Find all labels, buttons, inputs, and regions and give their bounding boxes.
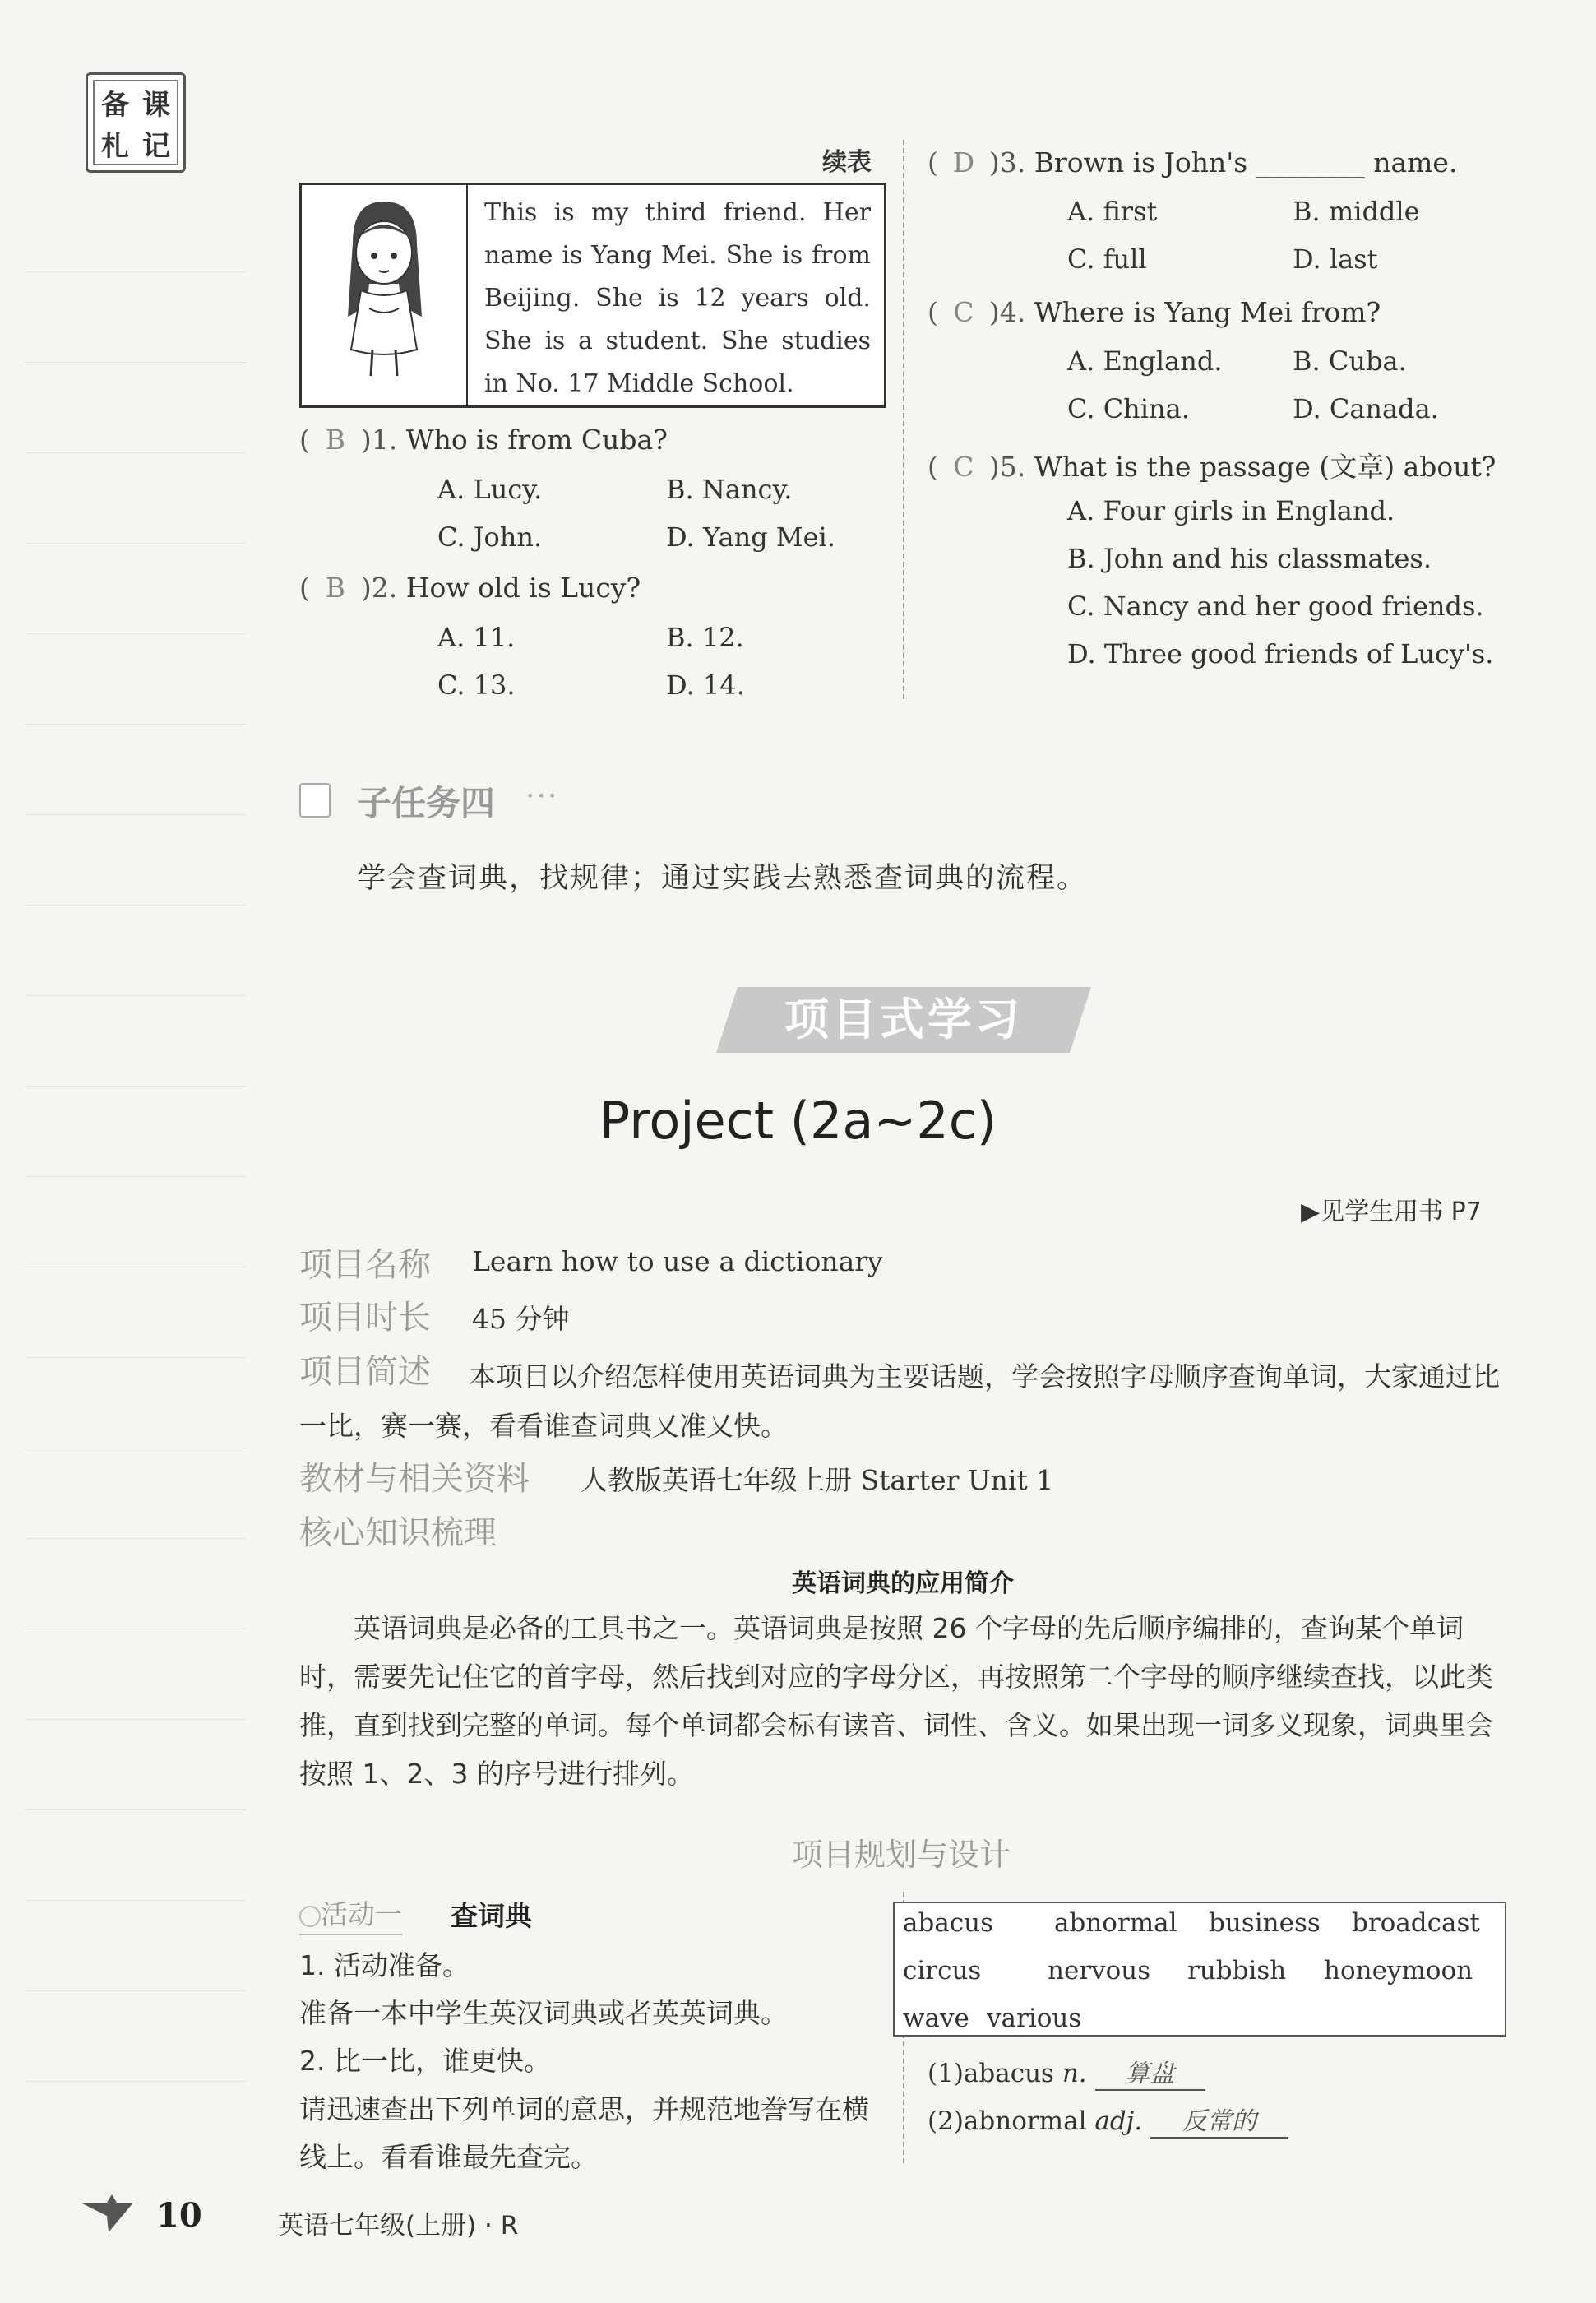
option: D. Yang Mei. (666, 521, 835, 553)
activity-label (299, 1893, 402, 1935)
subtask-text: 学会查词典，找规律；通过实践去熟悉查词典的流程。 (357, 862, 1088, 895)
answer-line-2 (928, 2101, 1288, 2138)
handwritten-answer: 反常的 (1150, 2101, 1288, 2138)
option: B. Cuba. (1293, 345, 1407, 377)
question-2: ( B )2. How old is Lucy? (299, 572, 641, 604)
info-value-duration: 45 分钟 (472, 1303, 570, 1335)
answer-mark: C (953, 296, 974, 328)
word: honeymoon (1324, 1956, 1473, 1986)
info-value-summary: 本项目以介绍怎样使用英语词典为主要话题，学会按照字母顺序查询单词，大家通过比一比，赛一赛，看看谁查词典又准又快。 (299, 1360, 1500, 1442)
knowledge-title: 英语词典的应用简介 (792, 1569, 1014, 1598)
badge-char: 备 (101, 88, 129, 122)
answer-pos: n. (1062, 2059, 1087, 2088)
info-label-knowledge: 核心知识梳理 (299, 1514, 497, 1552)
see-book-ref (1301, 1191, 1482, 1227)
question-stem: Brown is John's ________ name. (1034, 146, 1458, 178)
handwritten-answer: 算盘 (1095, 2053, 1205, 2091)
activity-label-text: 活动一 (321, 1898, 402, 1930)
triangle-icon: ▶ (1301, 1198, 1321, 1226)
see-book-text: 见学生用书 P7 (1320, 1198, 1482, 1226)
option: B. middle (1293, 196, 1420, 227)
subtask-icon (299, 783, 331, 818)
info-value-materials: 人教版英语七年级上册 Starter Unit 1 (581, 1464, 1054, 1496)
option: D. Three good friends of Lucy's. (1067, 638, 1494, 670)
answer-mark: D (952, 146, 975, 178)
activity-icon (299, 1906, 321, 1927)
answer-line-1 (928, 2053, 1205, 2091)
answer-prefix: (1)abacus (928, 2059, 1054, 2088)
option: C. John. (437, 521, 543, 553)
activity-line: 2. 比一比，谁更快。 (299, 2045, 551, 2077)
question-stem: How old is Lucy? (405, 572, 641, 604)
option: D. last (1293, 243, 1378, 275)
design-title: 项目规划与设计 (791, 1837, 1011, 1873)
answer-mark: C (953, 451, 974, 483)
word: business (1209, 1908, 1321, 1938)
question-number: 1. (371, 424, 398, 456)
option: C. full (1067, 243, 1147, 275)
footer-ornament-icon (76, 2191, 136, 2234)
book-title: 英语七年级(上册) · R (278, 2211, 519, 2240)
question-stem: Where is Yang Mei from? (1034, 296, 1381, 328)
question-stem: What is the passage (文章) about? (1034, 451, 1497, 483)
word-list-box (893, 1902, 1506, 2037)
question-5: ( C )5. What is the passage (文章) about? (928, 451, 1497, 483)
option: A. Lucy. (437, 474, 543, 505)
question-4: ( C )4. Where is Yang Mei from? (928, 296, 1381, 328)
option: A. England. (1067, 345, 1223, 377)
girl-illustration-cell (302, 185, 468, 405)
info-label-duration: 项目时长 (299, 1299, 431, 1337)
badge-char: 札 (101, 129, 129, 163)
option: D. Canada. (1293, 393, 1439, 424)
word: rubbish (1187, 1956, 1287, 1986)
answer-mark: B (325, 424, 345, 456)
page-number: 10 (156, 2196, 202, 2235)
knowledge-body: 英语词典是必备的工具书之一。英语词典是按照 26 个字母的先后顺序编排的，查询某个单词时，需要先记住它的首字母，然后找到对应的字母分区，再按照第二个字母的顺序继续查找，以此类推，直到找到完整的单词。每个单词都会标有读音、词性、含义。如果出现一词多义现象，词典里会按照 1、2、3 的序号进行排列。 (299, 1612, 1493, 1790)
activity-line: 请迅速查出下列单词的意思，并规范地誊写在横线上。看看谁最先查完。 (299, 2093, 869, 2173)
word: abacus (903, 1908, 994, 1938)
answer-mark: B (325, 572, 345, 604)
passage-table (299, 183, 886, 408)
project-title: Project (2a~2c) (599, 1091, 997, 1151)
info-label-name: 项目名称 (299, 1246, 431, 1284)
question-stem: Who is from Cuba? (405, 424, 668, 456)
badge-char: 记 (142, 129, 170, 163)
girl-illustration (302, 185, 466, 401)
info-value-name: Learn how to use a dictionary (472, 1245, 883, 1277)
question-1: ( B )1. Who is from Cuba? (299, 424, 668, 456)
word: various (987, 2004, 1082, 2033)
option: A. Four girls in England. (1067, 495, 1395, 526)
word: abnormal (1054, 1908, 1177, 1938)
question-number: 3. (999, 146, 1026, 178)
info-label-materials: 教材与相关资料 (299, 1460, 530, 1498)
word: wave (903, 2004, 969, 2033)
option: C. 13. (437, 670, 516, 701)
activity-line: 准备一本中学生英汉词典或者英英词典。 (299, 1997, 788, 2029)
info-label-summary: 项目简述 (299, 1353, 431, 1391)
option: C. China. (1067, 393, 1190, 424)
answer-prefix: (2)abnormal (928, 2106, 1087, 2136)
option: D. 14. (666, 670, 745, 701)
banner-title: 项目式学习 (784, 994, 1023, 1045)
option: A. first (1067, 196, 1158, 227)
margin-note-badge (86, 72, 186, 173)
passage-text: This is my third friend. Her name is Yang Mei. She is from Beijing. She is 12 years old. She is a student. She studies in No. 17 Middle School. (484, 198, 871, 398)
option: B. Nancy. (666, 474, 793, 505)
word: nervous (1048, 1956, 1151, 1986)
badge-char: 课 (142, 88, 170, 122)
word: broadcast (1352, 1908, 1480, 1938)
option: A. 11. (437, 622, 516, 653)
option: B. 12. (666, 622, 744, 653)
activity-title: 查词典 (451, 1900, 532, 1932)
option: B. John and his classmates. (1067, 543, 1432, 574)
option: C. Nancy and her good friends. (1067, 591, 1484, 622)
question-number: 4. (999, 296, 1026, 328)
question-number: 2. (371, 572, 398, 604)
continued-label: 续表 (822, 148, 872, 177)
word: circus (903, 1956, 982, 1986)
subtask-dots: ••• (526, 788, 560, 804)
answer-pos: adj. (1094, 2106, 1143, 2136)
subtask-title: 子任务四 (357, 783, 496, 823)
question-3: ( D )3. Brown is John's ________ name. (928, 146, 1458, 178)
activity-line: 1. 活动准备。 (299, 1949, 470, 1981)
question-number: 5. (999, 451, 1026, 483)
column-divider (903, 140, 904, 699)
